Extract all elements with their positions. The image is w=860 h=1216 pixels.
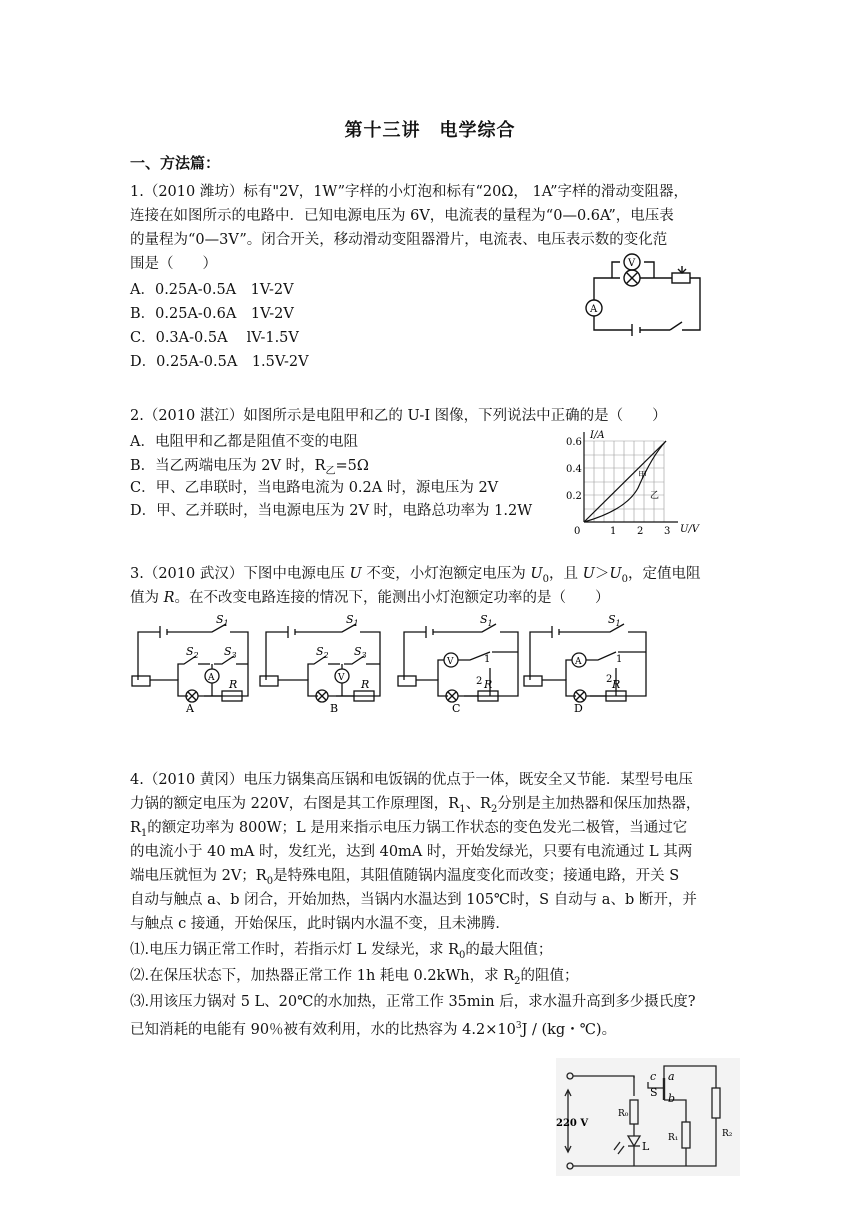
q2-option-c: C．甲、乙串联时，当电路电流为 0.2A 时，源电压为 2V [130,480,499,496]
q3-label-d: D [574,702,583,715]
q4-subq-1: ⑴.电压力锅正常工作时，若指示灯 L 发绿光，求 $R_0$的最大阻值； [130,942,553,961]
q3a-s2: $S_2$ [186,645,199,660]
q3d-ammeter: A [575,657,582,667]
q1-option-d: D．0.25A-0.5A 1.5V-2V [130,354,309,370]
q1-line-1: 1.（2010 潍坊）标有"2V，1W”字样的小灯泡和标有“20Ω， 1A”字样的滑动变阻器， [130,184,688,200]
q2-ui-chart [566,428,706,538]
page-title: 第十三讲 电学综合 [344,120,516,141]
q4-switch-s: S [650,1086,658,1099]
q2-option-d: D．甲、乙并联时，当电源电压为 2V 时，电路总功率为 1.2W [130,503,533,519]
q3d-r: R [612,678,621,691]
q3d-s1: $S_1$ [608,613,621,628]
q2-label-yi: 乙 [650,491,660,501]
q4-line-4: 的电流小于 40 mA 时，发红光，达到 40mA 时，开始发绿光，只要有电流通过 L 其两 [130,844,693,860]
q4-line-6: 自动与触点 a、b 闭合，开始加热，当锅内水温达到 105℃时，S 自动与 a、b 断开，并 [130,892,697,908]
q3-label-a: A [186,702,194,715]
q3a-s1: $S_1$ [216,613,229,628]
q4-subq-2: ⑵.在保压状态下，加热器正常工作 1h 耗电 0.2kWh，求 $R_2$的阻值； [130,968,579,987]
q3a-ammeter: A [208,673,215,683]
q4-voltage-label: 220 V [556,1118,589,1129]
q4-contact-b: b [668,1092,676,1105]
q4-contact-a: a [668,1070,675,1083]
q2-label-jia: 甲 [638,471,648,481]
q2-ytick-0-2: 0.2 [566,491,582,502]
q4-subq-3: ⑶.用该压力锅对 5 L、20℃的水加热，正常工作 35min 后，求水温升高到多少摄氏度? [130,994,696,1010]
q2-xtick-3: 3 [664,526,671,537]
q4-r1-label: R₁ [668,1133,679,1143]
q3c-s1: $S_1$ [480,613,493,628]
q2-ytick-0-4: 0.4 [566,464,582,475]
q3b-s3: $S_3$ [354,645,367,660]
q4-contact-c: c [650,1070,657,1083]
q2-stem: 2.（2010 湛江）如图所示是电阻甲和乙的 U-I 图像，下列说法中正确的是（ ） [130,408,667,424]
q1-ammeter-label: A [590,304,598,315]
q3b-voltmeter: V [338,673,345,683]
q3a-r: R [229,678,238,691]
q2-ytick-0-6: 0.6 [566,437,582,448]
q1-voltmeter-label: V [628,258,636,269]
q3b-s2: $S_2$ [316,645,329,660]
q2-x-axis-label: U/V [680,524,700,535]
q1-option-c: C．0.3A-0.5A lV-1.5V [130,330,299,346]
q2-option-a: A．电阻甲和乙都是阻值不变的电阻 [130,434,358,450]
q1-option-a: A．0.25A-0.5A 1V-2V [130,282,294,298]
q1-line-2: 连接在如图所示的电路中．已知电源电压为 6V，电流表的量程为“0—0.6A”，电压表 [130,208,674,224]
q3c-voltmeter: V [447,657,454,667]
q4-subq-3-cont: 已知消耗的电能有 90％被有效利用，水的比热容为 $4.2\times 10^3J / (kg$・℃)。 [130,1021,617,1038]
section-heading: 一、方法篇： [130,154,221,172]
q4-line-1: 4.（2010 黄冈）电压力锅集高压锅和电饭锅的优点于一体，既安全又节能．某型号电压 [130,772,693,788]
q2-ytick-0: 0 [574,526,581,537]
q3c-terminal-1: 1 [484,654,491,665]
q1-circuit-diagram [570,250,710,340]
q3b-s1: $S_1$ [346,613,359,628]
q3d-terminal-2: 2 [606,674,613,685]
q3b-r: R [361,678,370,691]
q3c-terminal-2: 2 [476,676,483,687]
q4-line-7: 与触点 c 接通，开始保压，此时锅内水温不变，且未沸腾． [130,916,510,932]
q3d-terminal-1: 1 [616,654,623,665]
q2-xtick-1: 1 [610,526,617,537]
q4-led-label: L [642,1140,650,1153]
q3-line-1: 3.（2010 武汉）下图中电源电压 U 不变，小灯泡额定电压为 $U_0$，且 $U>U_0$，定值电阻 [130,566,701,585]
q4-r0-label: R₀ [618,1109,629,1119]
q1-line-3: 的量程为“0—3V”。闭合开关，移动滑动变阻器滑片，电流表、电压表示数的变化范 [130,232,668,248]
q3c-r: R [484,678,493,691]
q3-label-b: B [330,702,339,715]
q3a-s3: $S_3$ [224,645,237,660]
q4-r2-label: R₂ [722,1129,733,1139]
q4-line-3: $R_1$的额定功率为 800W；L 是用来指示电压力锅工作状态的变色发光二极管，当通过它 [130,820,688,839]
q2-option-b: B．当乙两端电压为 2V 时，$R_乙=5\Omega$ [130,458,369,477]
q3-line-2: 值为 R。在不改变电路连接的情况下，能测出小灯泡额定功率的是（ ） [130,590,610,606]
q3-label-c: C [452,702,461,715]
q2-xtick-2: 2 [637,526,644,537]
q4-circuit-diagram [556,1058,740,1176]
q1-option-b: B．0.25A-0.6A 1V-2V [130,306,294,322]
q2-y-axis-label: I/A [590,430,605,441]
q1-line-4: 围是（ ） [130,256,217,272]
q3-circuit-figures [126,612,656,716]
q4-line-5: 端电压就恒为 2V；$R_0$是特殊电阻，其阻值随锅内温度变化而改变；接通电路，开关 S [130,868,680,887]
q4-line-2: 力锅的额定电压为 220V，右图是其工作原理图，$R_1$、$R_2$分别是主加热器和保压加热器， [130,796,701,815]
